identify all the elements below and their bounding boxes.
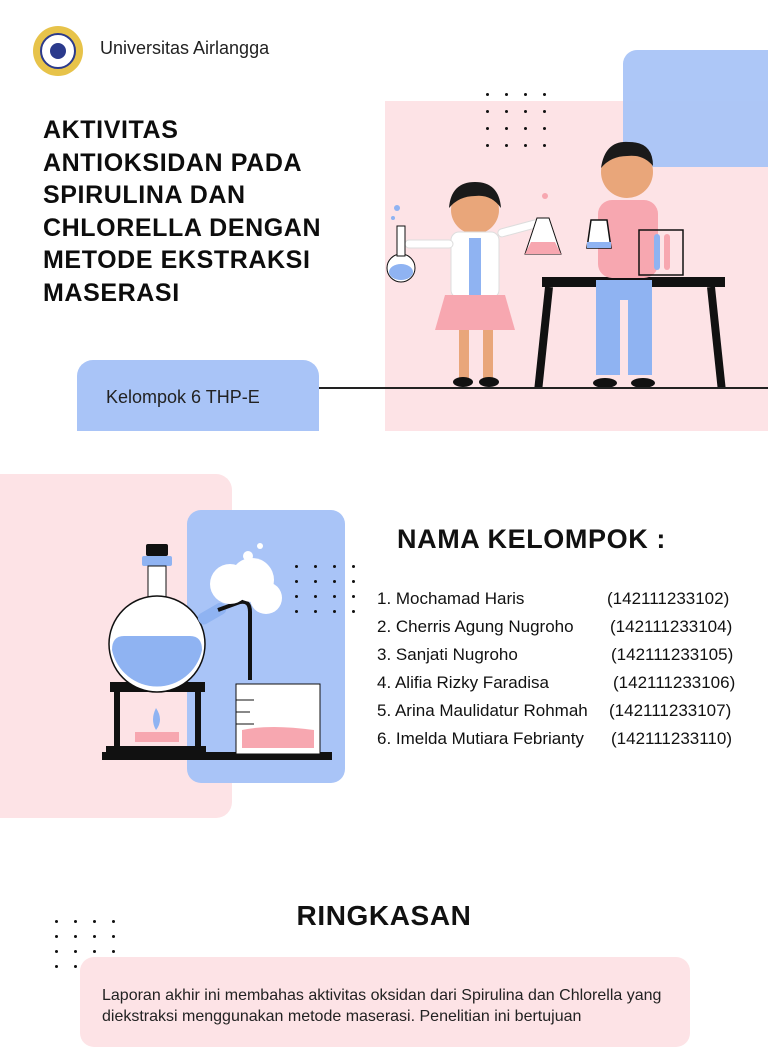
group-label: Kelompok 6 THP-E <box>106 387 260 407</box>
member-id: (142111233102) <box>607 589 730 608</box>
member-id: (142111233106) <box>613 673 736 692</box>
summary-heading: RINGKASAN <box>296 900 472 931</box>
university-seal-icon <box>33 26 83 76</box>
summary-text: Laporan akhir ini membahas aktivitas oksidan dari Spirulina dan Chlorella yang diekstraksi menggunakan metode maserasi. Penelitian ini bertujuan <box>102 987 662 1025</box>
member-name: 1. Mochamad Haris <box>377 589 525 608</box>
members-heading: NAMA KELOMPOK : <box>397 524 666 554</box>
member-name: 6. Imelda Mutiara Febrianty <box>377 729 584 748</box>
university-name: Universitas Airlangga <box>100 38 270 58</box>
kids-laboratory-illustration <box>385 130 768 392</box>
member-name: 5. Arina Maulidatur Rohmah <box>377 701 588 720</box>
distillation-apparatus-illustration <box>100 540 335 765</box>
member-name: 3. Sanjati Nugroho <box>377 645 518 664</box>
member-id: (142111233107) <box>609 701 732 720</box>
divider-line <box>319 387 768 389</box>
member-name: 4. Alifia Rizky Faradisa <box>377 673 549 692</box>
member-id: (142111233104) <box>610 617 733 636</box>
member-name: 2. Cherris Agung Nugroho <box>377 617 574 636</box>
member-id: (142111233105) <box>611 645 734 664</box>
page-title: AKTIVITAS ANTIOKSIDAN PADA SPIRULINA DAN CHLORELLA DENGAN METODE EKSTRAKSI MASERASI <box>43 116 322 307</box>
member-id: (142111233110) <box>611 729 732 748</box>
